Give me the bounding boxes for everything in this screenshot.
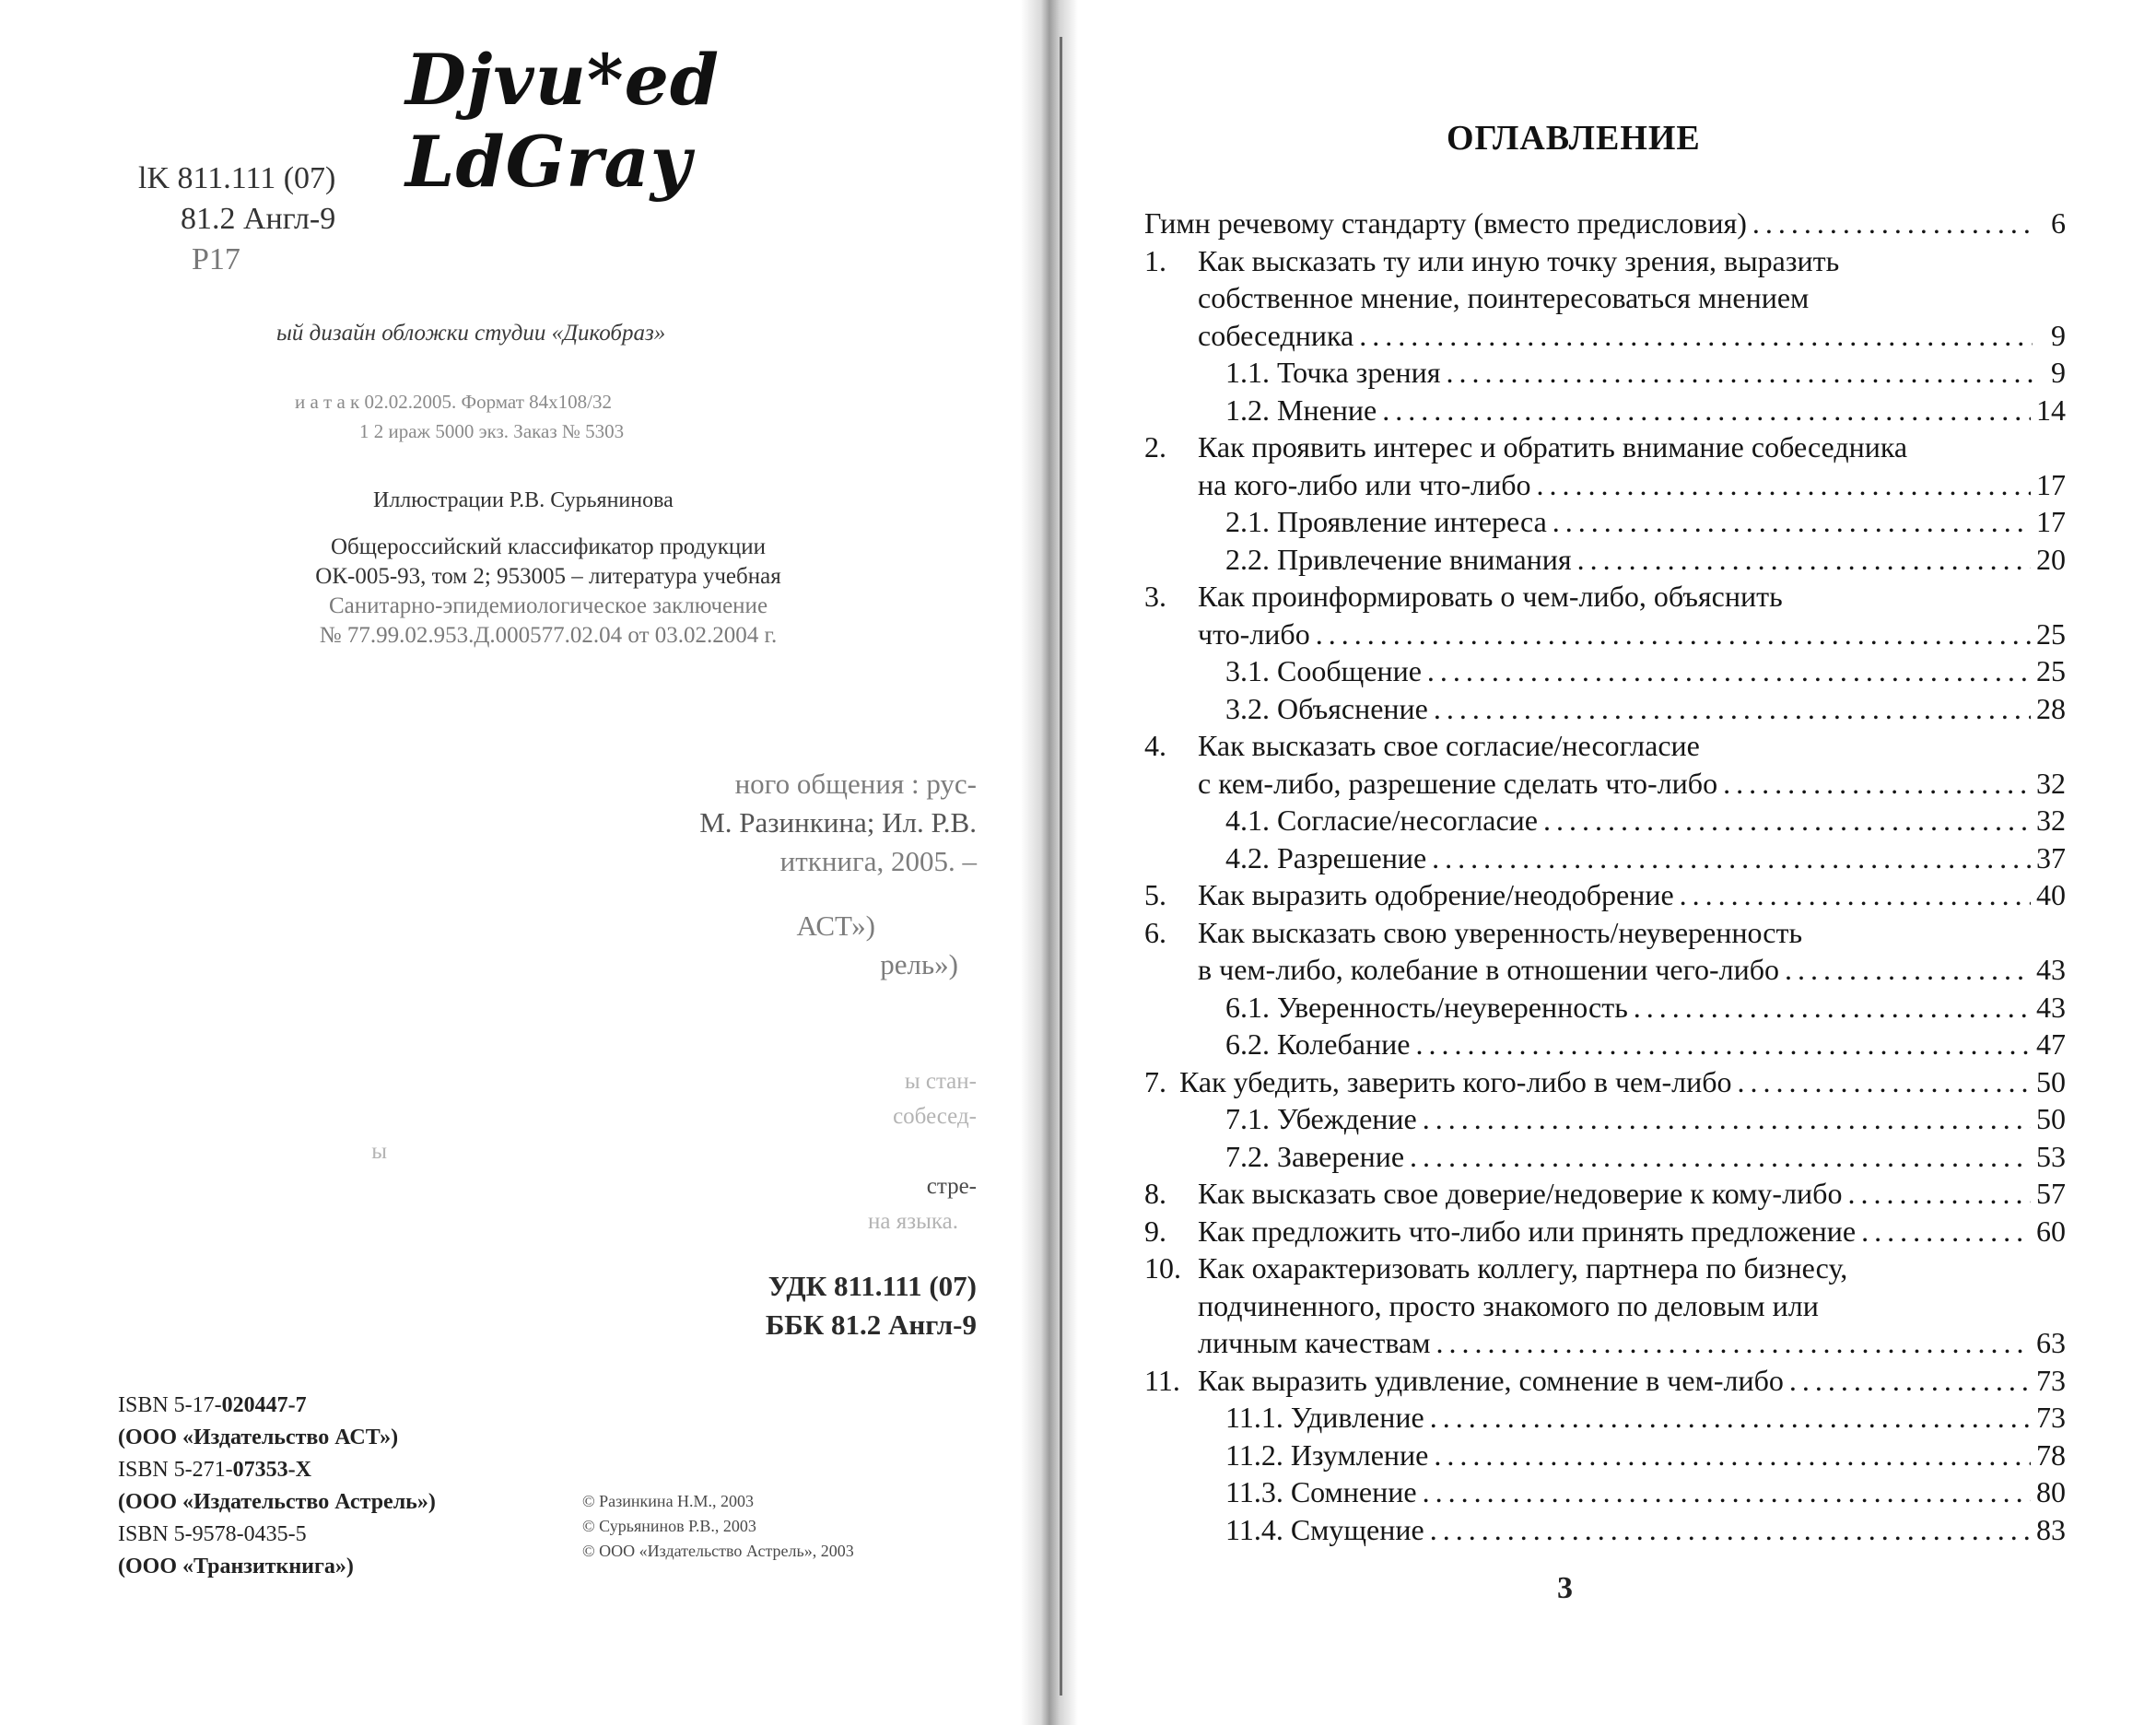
toc-entry-line: Как проинформировать о чем-либо, объяснить [1198, 580, 1783, 613]
code-line: 81.2 Англ-9 [181, 202, 336, 236]
isbn-line [118, 1454, 436, 1486]
isbn-prefix: ISBN 5-17- [118, 1393, 222, 1417]
toc-subentry [1144, 652, 2066, 690]
toc-entry-title: личным качествам [1198, 1326, 1431, 1359]
toc-entry-last-line [1225, 1511, 2066, 1549]
dot-leader [1723, 765, 2031, 803]
toc-page-number: 63 [2036, 1326, 2066, 1359]
print-info-line: и а т а к 02.02.2005. Формат 84x108/32 [295, 391, 612, 413]
dot-leader [1847, 1175, 2031, 1213]
print-info [295, 387, 624, 446]
isbn-number: 0435-5 [243, 1522, 307, 1546]
toc-entry-body [1225, 1026, 2066, 1063]
toc-entry-last-line [1198, 1362, 2066, 1400]
toc-subentry [1144, 1511, 2066, 1549]
toc-subentry [1144, 392, 2066, 429]
dot-leader [1435, 1324, 2031, 1362]
toc-page-number: 47 [2036, 1027, 2066, 1061]
toc-page-number: 9 [2051, 318, 2066, 352]
toc-entry-last-line [1198, 616, 2066, 653]
udk-bbk-codes [645, 1267, 977, 1344]
toc-entry-last-line [1225, 1026, 2066, 1063]
toc-entry-title: 4.1. Согласие/несогласие [1225, 804, 1538, 837]
copyright-line: © Разинкина Н.М., 2003 [582, 1492, 755, 1510]
toc-entry-title: собеседника [1198, 318, 1354, 352]
toc-subentry [1144, 1026, 2066, 1063]
copyright-line: © Сурьянинов Р.В., 2003 [582, 1517, 756, 1535]
toc-entry-body [1225, 1473, 2066, 1511]
print-info-line: 1 2 ираж 5000 экз. Заказ № 5303 [359, 420, 625, 442]
page-gutter [1021, 0, 1078, 1725]
toc-entry-line: Как проявить интерес и обратить внимание собеседника [1198, 430, 1908, 464]
toc-entry [1144, 242, 2066, 355]
toc-page-number: 50 [2036, 1064, 2066, 1098]
okp-line: № 77.99.02.953.Д.000577.02.04 от 03.02.2004 г. [319, 623, 778, 648]
toc-entry-last-line [1225, 1138, 2066, 1176]
toc-subentry [1144, 1100, 2066, 1138]
toc-entry-body [1225, 541, 2066, 579]
isbn-number: 020447-7 [221, 1393, 307, 1417]
toc-entry-last-line [1225, 392, 2066, 429]
toc-subentry [1144, 541, 2066, 579]
table-of-contents [1144, 205, 2066, 1548]
toc-entry-number: 1. [1144, 243, 1166, 277]
toc-entry-title: Как выразить удивление, сомнение в чем-либо [1198, 1363, 1784, 1397]
toc-entry-body [1225, 802, 2066, 839]
toc-entry-title: 4.2. Разрешение [1225, 840, 1427, 874]
toc-entry-number: 11. [1144, 1363, 1180, 1397]
toc-entry-title: Гимн речевому стандарту (вместо предисловия) [1144, 206, 1747, 240]
toc-page-number: 9 [2051, 356, 2066, 389]
toc-entry-body [1225, 690, 2066, 728]
dot-leader [1430, 1399, 2031, 1437]
toc-page-number: 83 [2036, 1512, 2066, 1546]
annotation-line: стре- [926, 1174, 977, 1199]
dot-leader [1434, 690, 2031, 728]
toc-entry-title: с кем-либо, разрешение сделать что-либо [1198, 766, 1718, 800]
toc-entry-title: 11.2. Изумление [1225, 1438, 1429, 1472]
isbn-number: 07353-X [232, 1458, 311, 1482]
biblio-line: ного общения : рус- [734, 768, 977, 800]
toc-entry-body [1225, 839, 2066, 877]
toc-subentry [1144, 839, 2066, 877]
dot-leader [1577, 541, 2031, 579]
toc-entry-last-line [1225, 541, 2066, 579]
toc-entry-number: 3. [1144, 580, 1166, 613]
contents-title: ОГЛАВЛЕНИЕ [1447, 119, 1701, 158]
toc-entry-last-line [1198, 1175, 2066, 1213]
toc-entry [1144, 1362, 2066, 1400]
toc-entry-line: Как высказать ту или иную точку зрения, выразить [1198, 243, 1840, 277]
toc-page-number: 25 [2036, 654, 2066, 687]
toc-entry-body [1225, 392, 2066, 429]
toc-entry-line: Как высказать свое согласие/несогласие [1198, 729, 1700, 762]
toc-entry [1144, 914, 2066, 989]
toc-entry [1144, 428, 2066, 503]
toc-entry-body [1198, 1175, 2066, 1213]
toc-page-number: 14 [2036, 393, 2066, 427]
dot-leader [1785, 951, 2031, 989]
toc-entry-last-line [1225, 989, 2066, 1027]
toc-entry-body [1198, 1213, 2066, 1250]
bbk-code: ББК 81.2 Англ-9 [765, 1308, 977, 1341]
dot-leader [1410, 1138, 2031, 1176]
dot-leader [1382, 392, 2031, 429]
toc-entry-last-line [1225, 1399, 2066, 1437]
toc-entry-body [1198, 1250, 2066, 1362]
toc-entry-last-line [1144, 205, 2066, 242]
toc-page-number: 60 [2036, 1214, 2066, 1248]
toc-entry-title: Как убедить, заверить кого-либо в чем-либо [1179, 1064, 1732, 1098]
illustrations-credit: Иллюстрации Р.В. Сурьянинова [373, 488, 674, 512]
isbn-block [118, 1390, 436, 1583]
toc-entry [1144, 727, 2066, 802]
toc-page-number: 57 [2036, 1177, 2066, 1210]
toc-entry [1144, 1175, 2066, 1213]
dot-leader [1446, 354, 2033, 392]
copyright-line: © ООО «Издательство Астрель», 2003 [582, 1542, 854, 1560]
annotation-fragments [157, 1064, 977, 1239]
toc-entry-body [1225, 652, 2066, 690]
toc-entry-body [1225, 354, 2066, 392]
gutter-fold-line [1060, 37, 1062, 1696]
toc-page-number: 20 [2036, 542, 2066, 576]
isbn-prefix: ISBN 5-9578- [118, 1522, 244, 1546]
toc-entry-body [1198, 428, 2066, 503]
toc-entry-body [1225, 989, 2066, 1027]
toc-entry-number: 2. [1144, 430, 1166, 464]
biblio-line: рель») [880, 948, 958, 980]
toc-subentry [1144, 1399, 2066, 1437]
toc-entry-number: 9. [1144, 1214, 1166, 1248]
dot-leader [1434, 1437, 2031, 1474]
dot-leader [1543, 802, 2031, 839]
dot-leader [1423, 1100, 2031, 1138]
dot-leader [1634, 989, 2031, 1027]
dot-leader [1415, 1026, 2031, 1063]
toc-entry-title: Как выразить одобрение/неодобрение [1198, 878, 1674, 911]
toc-entry [1144, 876, 2066, 914]
toc-entry-title: 3.2. Объяснение [1225, 691, 1428, 725]
toc-entry-body [1198, 242, 2066, 355]
toc-entry-title: 2.1. Проявление интереса [1225, 505, 1547, 538]
toc-entry-number: 4. [1144, 729, 1166, 762]
toc-entry-number: 6. [1144, 915, 1166, 949]
dot-leader [1752, 205, 2033, 242]
biblio-line: иткнига, 2005. – [779, 845, 977, 877]
toc-entry-line: подчиненного, просто знакомого по деловым или [1198, 1288, 1819, 1322]
toc-entry-body [1225, 1399, 2066, 1437]
dot-leader [1537, 466, 2031, 504]
toc-subentry [1144, 1138, 2066, 1176]
toc-page-number: 37 [2036, 840, 2066, 874]
dot-leader [1861, 1213, 2031, 1250]
toc-entry-body [1198, 727, 2066, 802]
dot-leader [1789, 1362, 2031, 1400]
toc-entry-body [1225, 1138, 2066, 1176]
dot-leader [1316, 616, 2031, 653]
code-line: P17 [192, 242, 240, 276]
product-classifier [272, 533, 825, 651]
toc-entry-title: на кого-либо или что-либо [1198, 467, 1531, 501]
biblio-line: АСТ») [796, 909, 875, 942]
toc-entry-body [1198, 876, 2066, 914]
toc-page-number: 78 [2036, 1438, 2066, 1472]
toc-entry-last-line [1225, 652, 2066, 690]
classification-codes [138, 158, 335, 280]
udk-code: УДК 811.111 (07) [767, 1270, 977, 1302]
toc-entry-title: что-либо [1198, 616, 1310, 651]
toc-subentry [1144, 1437, 2066, 1474]
okp-line: Санитарно-эпидемиологическое заключение [328, 593, 768, 618]
toc-entry-last-line [1179, 1063, 2066, 1101]
dot-leader [1359, 317, 2033, 355]
toc-page-number: 17 [2036, 467, 2066, 501]
biblio-line: М. Разинкина; Ил. Р.В. [699, 806, 977, 839]
toc-entry-body [1144, 205, 2066, 242]
toc-entry-title: 6.1. Уверенность/неуверенность [1225, 990, 1628, 1024]
toc-page-number: 53 [2036, 1139, 2066, 1173]
toc-entry-body [1225, 503, 2066, 541]
toc-entry-last-line [1198, 317, 2066, 355]
toc-entry-body [1225, 1511, 2066, 1549]
contents-page [1078, 0, 2156, 1725]
cover-design-credit: ый дизайн обложки студии «Дикобраз» [276, 321, 666, 346]
toc-entry-number: 7. [1144, 1064, 1166, 1098]
isbn-publisher: (ООО «Транзиткнига») [118, 1555, 354, 1578]
toc-entry-number: 5. [1144, 878, 1166, 911]
imprint-page [0, 0, 1021, 1725]
toc-entry-number: 8. [1144, 1177, 1166, 1210]
toc-entry [1144, 1213, 2066, 1250]
toc-entry [1144, 205, 2066, 242]
annotation-line: ы стан- [904, 1069, 977, 1094]
toc-page-number: 73 [2036, 1363, 2066, 1397]
toc-page-number: 43 [2036, 953, 2066, 986]
bibliographic-record [590, 765, 977, 984]
toc-entry-last-line [1225, 802, 2066, 839]
toc-entry-title: 1.1. Точка зрения [1225, 356, 1441, 389]
toc-page-number: 80 [2036, 1475, 2066, 1508]
toc-page-number: 50 [2036, 1102, 2066, 1135]
toc-entry-title: 11.4. Смущение [1225, 1512, 1424, 1546]
toc-entry-last-line [1198, 951, 2066, 989]
toc-entry-body [1225, 1100, 2066, 1138]
dot-leader [1680, 876, 2031, 914]
toc-page-number: 17 [2036, 505, 2066, 538]
toc-entry-last-line [1225, 354, 2066, 392]
toc-entry-title: 6.2. Колебание [1225, 1027, 1411, 1061]
toc-entry-last-line [1198, 1324, 2066, 1362]
toc-entry-title: 3.1. Сообщение [1225, 654, 1422, 687]
toc-entry-last-line [1225, 839, 2066, 877]
toc-entry [1144, 578, 2066, 652]
toc-entry-line: собственное мнение, поинтересоваться мнением [1198, 281, 1810, 314]
toc-entry [1144, 1250, 2066, 1362]
toc-page-number: 73 [2036, 1401, 2066, 1434]
toc-entry-title: Как высказать свое доверие/недоверие к кому-либо [1198, 1177, 1843, 1210]
isbn-line [118, 1519, 436, 1551]
dot-leader [1738, 1063, 2031, 1101]
toc-entry-body [1198, 578, 2066, 652]
annotation-line: ы [371, 1139, 387, 1164]
toc-subentry [1144, 989, 2066, 1027]
dot-leader [1430, 1511, 2031, 1549]
isbn-publisher: (ООО «Издательство АСТ») [118, 1426, 399, 1449]
toc-page-number: 32 [2036, 804, 2066, 837]
toc-entry-title: в чем-либо, колебание в отношении чего-либо [1198, 953, 1779, 986]
toc-entry-body [1225, 1437, 2066, 1474]
toc-entry-last-line [1198, 876, 2066, 914]
copyright-block [582, 1489, 854, 1564]
toc-entry-last-line [1225, 1437, 2066, 1474]
toc-entry-last-line [1198, 1213, 2066, 1250]
toc-subentry [1144, 354, 2066, 392]
toc-page-number: 40 [2036, 878, 2066, 911]
okp-line: ОК-005-93, том 2; 953005 – литература учебная [315, 564, 781, 589]
toc-subentry [1144, 690, 2066, 728]
toc-entry-title: 11.1. Удивление [1225, 1401, 1424, 1434]
toc-page-number: 6 [2051, 206, 2066, 240]
toc-entry-body [1198, 914, 2066, 989]
toc-entry-last-line [1225, 503, 2066, 541]
toc-entry-title: 2.2. Привлечение внимания [1225, 542, 1572, 576]
toc-entry-number: 10. [1144, 1251, 1181, 1285]
toc-entry-title: 11.3. Сомнение [1225, 1475, 1417, 1508]
dot-leader [1432, 839, 2031, 877]
toc-entry-title: 7.2. Заверение [1225, 1139, 1405, 1173]
dot-leader [1427, 652, 2031, 690]
toc-entry-body [1198, 1362, 2066, 1400]
toc-subentry [1144, 1473, 2066, 1511]
djvu-watermark: Djvu*ed LdGray [405, 39, 721, 203]
toc-entry-body [1179, 1063, 2066, 1101]
toc-entry-last-line [1225, 690, 2066, 728]
toc-entry-last-line [1225, 1100, 2066, 1138]
toc-entry-title: 7.1. Убеждение [1225, 1102, 1417, 1135]
toc-page-number: 43 [2036, 990, 2066, 1024]
page-number: 3 [1557, 1571, 1573, 1605]
toc-page-number: 25 [2036, 616, 2066, 651]
dot-leader [1553, 503, 2031, 541]
toc-entry-last-line [1198, 466, 2066, 504]
isbn-prefix: ISBN 5-271- [118, 1458, 233, 1482]
toc-entry-last-line [1198, 765, 2066, 803]
annotation-line: собесед- [893, 1104, 977, 1129]
toc-entry-last-line [1225, 1473, 2066, 1511]
toc-entry-title: Как предложить что-либо или принять предложение [1198, 1214, 1857, 1248]
dot-leader [1423, 1473, 2031, 1511]
toc-page-number: 32 [2036, 766, 2066, 800]
isbn-publisher: (ООО «Издательство Астрель») [118, 1490, 436, 1514]
toc-entry-line: Как высказать свою уверенность/неуверенность [1198, 915, 1803, 949]
toc-subentry [1144, 503, 2066, 541]
annotation-line: на языка. [867, 1209, 958, 1234]
isbn-line [118, 1390, 436, 1422]
toc-entry-line: Как охарактеризовать коллегу, партнера по бизнесу, [1198, 1251, 1848, 1285]
toc-entry-title: 1.2. Мнение [1225, 393, 1377, 427]
okp-line: Общероссийский классификатор продукции [330, 534, 767, 559]
toc-subentry [1144, 802, 2066, 839]
code-line: lK 811.111 (07) [138, 161, 336, 195]
toc-page-number: 28 [2036, 691, 2066, 725]
toc-entry [1144, 1063, 2066, 1101]
